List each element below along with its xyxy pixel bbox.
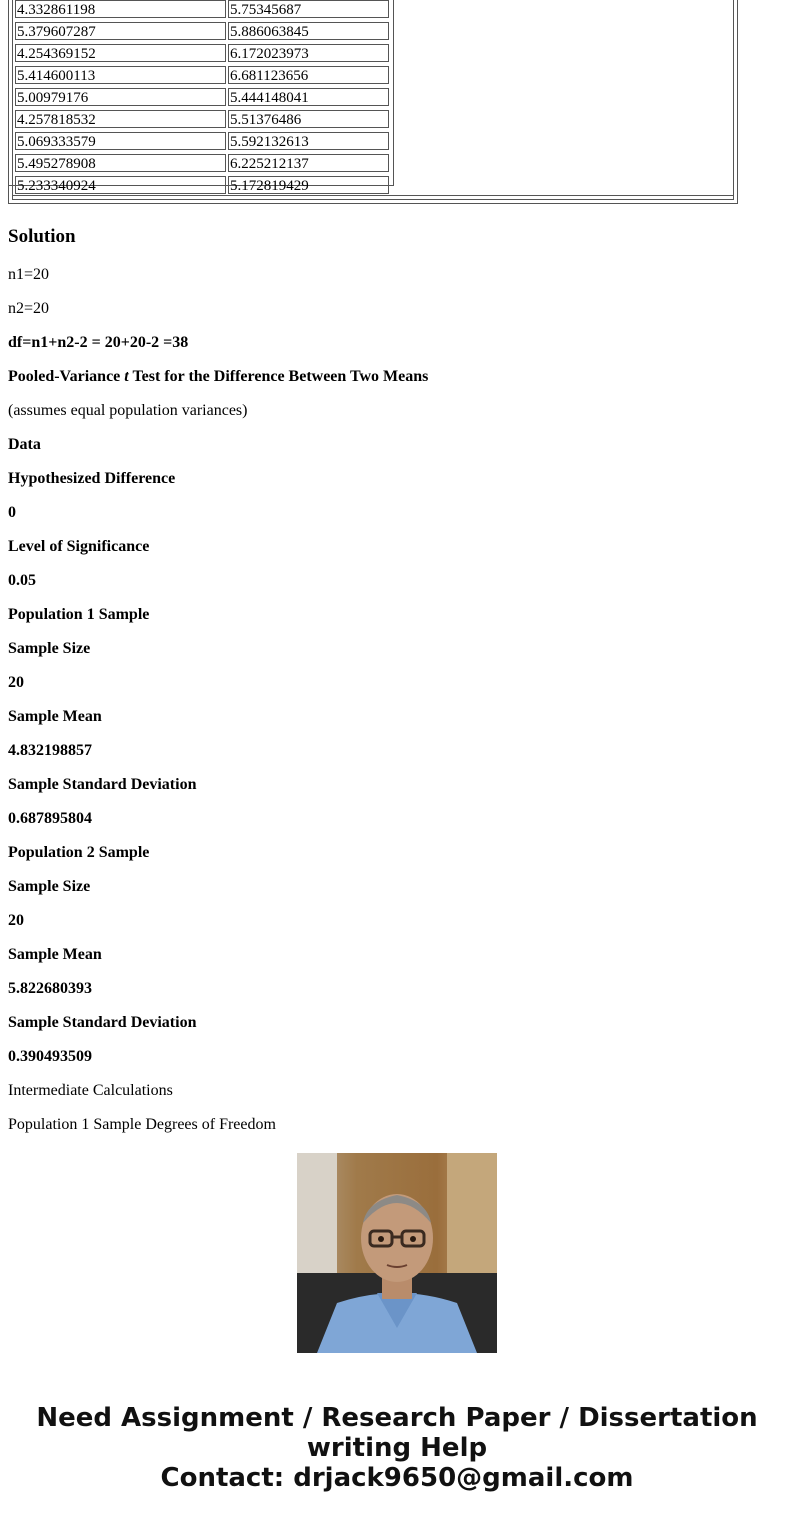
solution-section bbox=[8, 224, 768, 1133]
solution-line: Population 1 Sample bbox=[8, 606, 150, 623]
table-row bbox=[13, 175, 393, 197]
solution-line: Sample Mean bbox=[8, 708, 102, 725]
table-cell: 4.332861198 bbox=[15, 0, 226, 18]
solution-heading: Solution bbox=[8, 226, 76, 247]
solution-line-text: Test for the Difference Between Two Means bbox=[128, 368, 429, 385]
author-photo-icon bbox=[297, 1153, 497, 1353]
solution-line: (assumes equal population variances) bbox=[8, 402, 248, 419]
table-cell: 5.379607287 bbox=[15, 22, 226, 40]
table-row bbox=[13, 153, 393, 175]
table-row bbox=[13, 87, 393, 109]
solution-line: Data bbox=[8, 436, 41, 453]
table-cell: 5.444148041 bbox=[228, 88, 389, 106]
solution-line-italic: t bbox=[124, 368, 129, 385]
solution-line: Sample Size bbox=[8, 878, 91, 895]
solution-line: Sample Standard Deviation bbox=[8, 776, 197, 793]
solution-line: Sample Standard Deviation bbox=[8, 1014, 197, 1031]
table-cell: 4.254369152 bbox=[15, 44, 226, 62]
solution-line: 0 bbox=[8, 504, 16, 521]
data-table-body bbox=[13, 0, 393, 197]
table-row bbox=[13, 131, 393, 153]
promo-line-2: writing Help bbox=[306, 1433, 488, 1463]
table-cell: 6.225212137 bbox=[228, 154, 389, 172]
solution-line: 20 bbox=[8, 674, 24, 691]
solution-line: Level of Significance bbox=[8, 538, 150, 555]
solution-line: 0.05 bbox=[8, 572, 36, 589]
table-row bbox=[13, 0, 393, 21]
solution-line: Population 1 Sample Degrees of Freedom bbox=[8, 1116, 276, 1133]
table-cell: 5.069333579 bbox=[15, 132, 226, 150]
table-cell: 5.00979176 bbox=[15, 88, 226, 106]
author-avatar bbox=[297, 1153, 497, 1353]
solution-line: Hypothesized Difference bbox=[8, 470, 176, 487]
solution-line: n1=20 bbox=[8, 266, 50, 283]
solution-line: 4.832198857 bbox=[8, 742, 92, 759]
table-cell: 5.172819429 bbox=[228, 176, 389, 194]
table-cell: 5.495278908 bbox=[15, 154, 226, 172]
solution-line: Sample Size bbox=[8, 640, 91, 657]
table-cell: 5.51376486 bbox=[228, 110, 389, 128]
promo-line-1: Need Assignment / Research Paper / Dissertation bbox=[36, 1403, 758, 1433]
table-cell: 6.681123656 bbox=[228, 66, 389, 84]
data-table bbox=[8, 0, 738, 204]
solution-line: Population 2 Sample bbox=[8, 844, 150, 861]
table-cell: 5.886063845 bbox=[228, 22, 389, 40]
solution-line: 20 bbox=[8, 912, 24, 929]
promo-banner bbox=[0, 1403, 794, 1493]
solution-line: df=n1+n2-2 = 20+20-2 =38 bbox=[8, 334, 189, 351]
solution-line bbox=[8, 368, 428, 386]
solution-line: n2=20 bbox=[8, 300, 50, 317]
promo-contact: Contact: drjack9650@gmail.com bbox=[160, 1463, 634, 1493]
solution-line: 0.687895804 bbox=[8, 810, 92, 827]
solution-line: 0.390493509 bbox=[8, 1048, 92, 1065]
solution-line: Intermediate Calculations bbox=[8, 1082, 173, 1099]
table-row bbox=[13, 65, 393, 87]
table-cell: 5.414600113 bbox=[15, 66, 226, 84]
solution-line: 5.822680393 bbox=[8, 980, 92, 997]
solution-line: Sample Mean bbox=[8, 946, 102, 963]
table-cell: 5.233340924 bbox=[15, 176, 226, 194]
table-cell: 5.592132613 bbox=[228, 132, 389, 150]
table-cell: 6.172023973 bbox=[228, 44, 389, 62]
table-cell: 4.257818532 bbox=[15, 110, 226, 128]
table-row bbox=[13, 21, 393, 43]
table-cell: 5.75345687 bbox=[228, 0, 389, 18]
solution-line-text: Pooled-Variance bbox=[8, 368, 125, 385]
table-row bbox=[13, 109, 393, 131]
table-row bbox=[13, 43, 393, 65]
